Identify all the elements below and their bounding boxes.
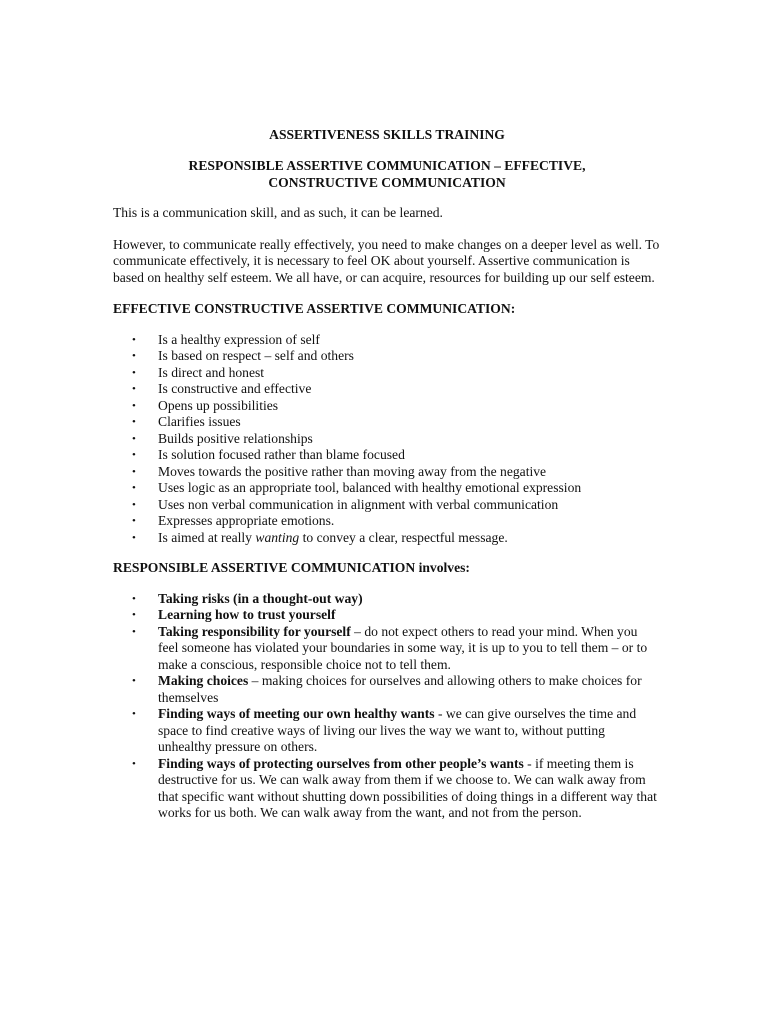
list-item: • Taking responsibility for yourself – do not expect others to read your mind. When you feel someone has violated your boundaries in some way, it is up to you to tell them – or to make a conscious, responsible choice not to tell them.: [132, 623, 648, 672]
bullet-icon: •: [132, 399, 136, 412]
section-heading-responsible: RESPONSIBLE ASSERTIVE COMMUNICATION involves:: [113, 560, 470, 575]
responsible-communication-list: [113, 591, 661, 822]
bullet-icon: •: [132, 333, 136, 346]
effective-communication-list: [113, 332, 661, 547]
list-item: • Moves towards the positive rather than moving away from the negative: [132, 463, 547, 479]
section-heading-effective: EFFECTIVE CONSTRUCTIVE ASSERTIVE COMMUNICATION:: [113, 301, 516, 316]
list-item: • Expresses appropriate emotions.: [132, 513, 335, 528]
intro-paragraph: This is a communication skill, and as such, it can be learned.: [113, 205, 443, 220]
document-title: ASSERTIVENESS SKILLS TRAINING: [269, 127, 505, 142]
list-item: • Is aimed at really wanting to convey a clear, respectful message.: [132, 529, 508, 545]
bullet-icon: •: [132, 757, 136, 770]
list-item: • Is direct and honest: [132, 364, 265, 380]
list-item: • Is solution focused rather than blame focused: [132, 447, 405, 462]
bullet-icon: •: [132, 625, 136, 638]
list-item: • Taking risks (in a thought-out way): [132, 590, 363, 606]
document-subtitle: [113, 157, 661, 191]
bullet-icon: •: [132, 482, 136, 494]
list-item: • Learning how to trust yourself: [132, 607, 336, 622]
list-item: • Uses logic as an appropriate tool, balanced with healthy emotional expression: [132, 480, 582, 495]
list-item: • Is constructive and effective: [132, 381, 312, 396]
document-page: [113, 126, 661, 836]
bullet-icon: •: [132, 708, 136, 720]
bullet-icon: •: [132, 531, 136, 544]
emphasis-wanting: wanting: [255, 529, 300, 545]
list-item: • Finding ways of meeting our own healthy wants - we can give ourselves the time and space to find creative ways of living our lives the way we want to, without putting unhealthy pressure on others.: [132, 706, 637, 754]
bullet-icon: •: [132, 366, 136, 379]
bullet-icon: •: [132, 350, 136, 362]
bullet-icon: •: [132, 592, 136, 605]
list-item: • Finding ways of protecting ourselves from other people’s wants - if meeting them is destructive for us. We can walk away from them if we choose to. We can walk away from that specific want without shutting down possibilities of doing things in a different way that works for us both. We can walk away from the want, and not from the person.: [132, 755, 657, 820]
bullet-icon: •: [132, 432, 136, 445]
list-item: • Opens up possibilities: [132, 397, 279, 413]
bullet-icon: •: [132, 675, 136, 687]
bullet-icon: •: [132, 498, 136, 511]
bullet-icon: •: [132, 465, 136, 478]
subtitle-line-2: CONSTRUCTIVE COMMUNICATION: [268, 175, 506, 190]
esteem-paragraph: However, to communicate really effectively, you need to make changes on a deeper level as well. To communicate effectively, it is necessary to feel OK about yourself. Assertive communication is based on healthy self esteem. We all have, or can acquire, resources for building up our self esteem.: [113, 236, 660, 285]
list-item: • Is based on respect – self and others: [132, 348, 354, 363]
bullet-icon: •: [132, 449, 136, 461]
list-item: • Making choices – making choices for ourselves and allowing others to make choices for themselves: [132, 673, 642, 705]
list-item: • Clarifies issues: [132, 414, 241, 429]
bullet-icon: •: [132, 416, 136, 428]
bullet-icon: •: [132, 515, 136, 527]
list-item: • Uses non verbal communication in alignment with verbal communication: [132, 496, 559, 512]
list-item: • Builds positive relationships: [132, 430, 313, 446]
list-item: • Is a healthy expression of self: [132, 331, 320, 347]
subtitle-line-1: RESPONSIBLE ASSERTIVE COMMUNICATION – EFFECTIVE,: [188, 158, 586, 173]
bullet-icon: •: [132, 609, 136, 621]
bullet-icon: •: [132, 383, 136, 395]
